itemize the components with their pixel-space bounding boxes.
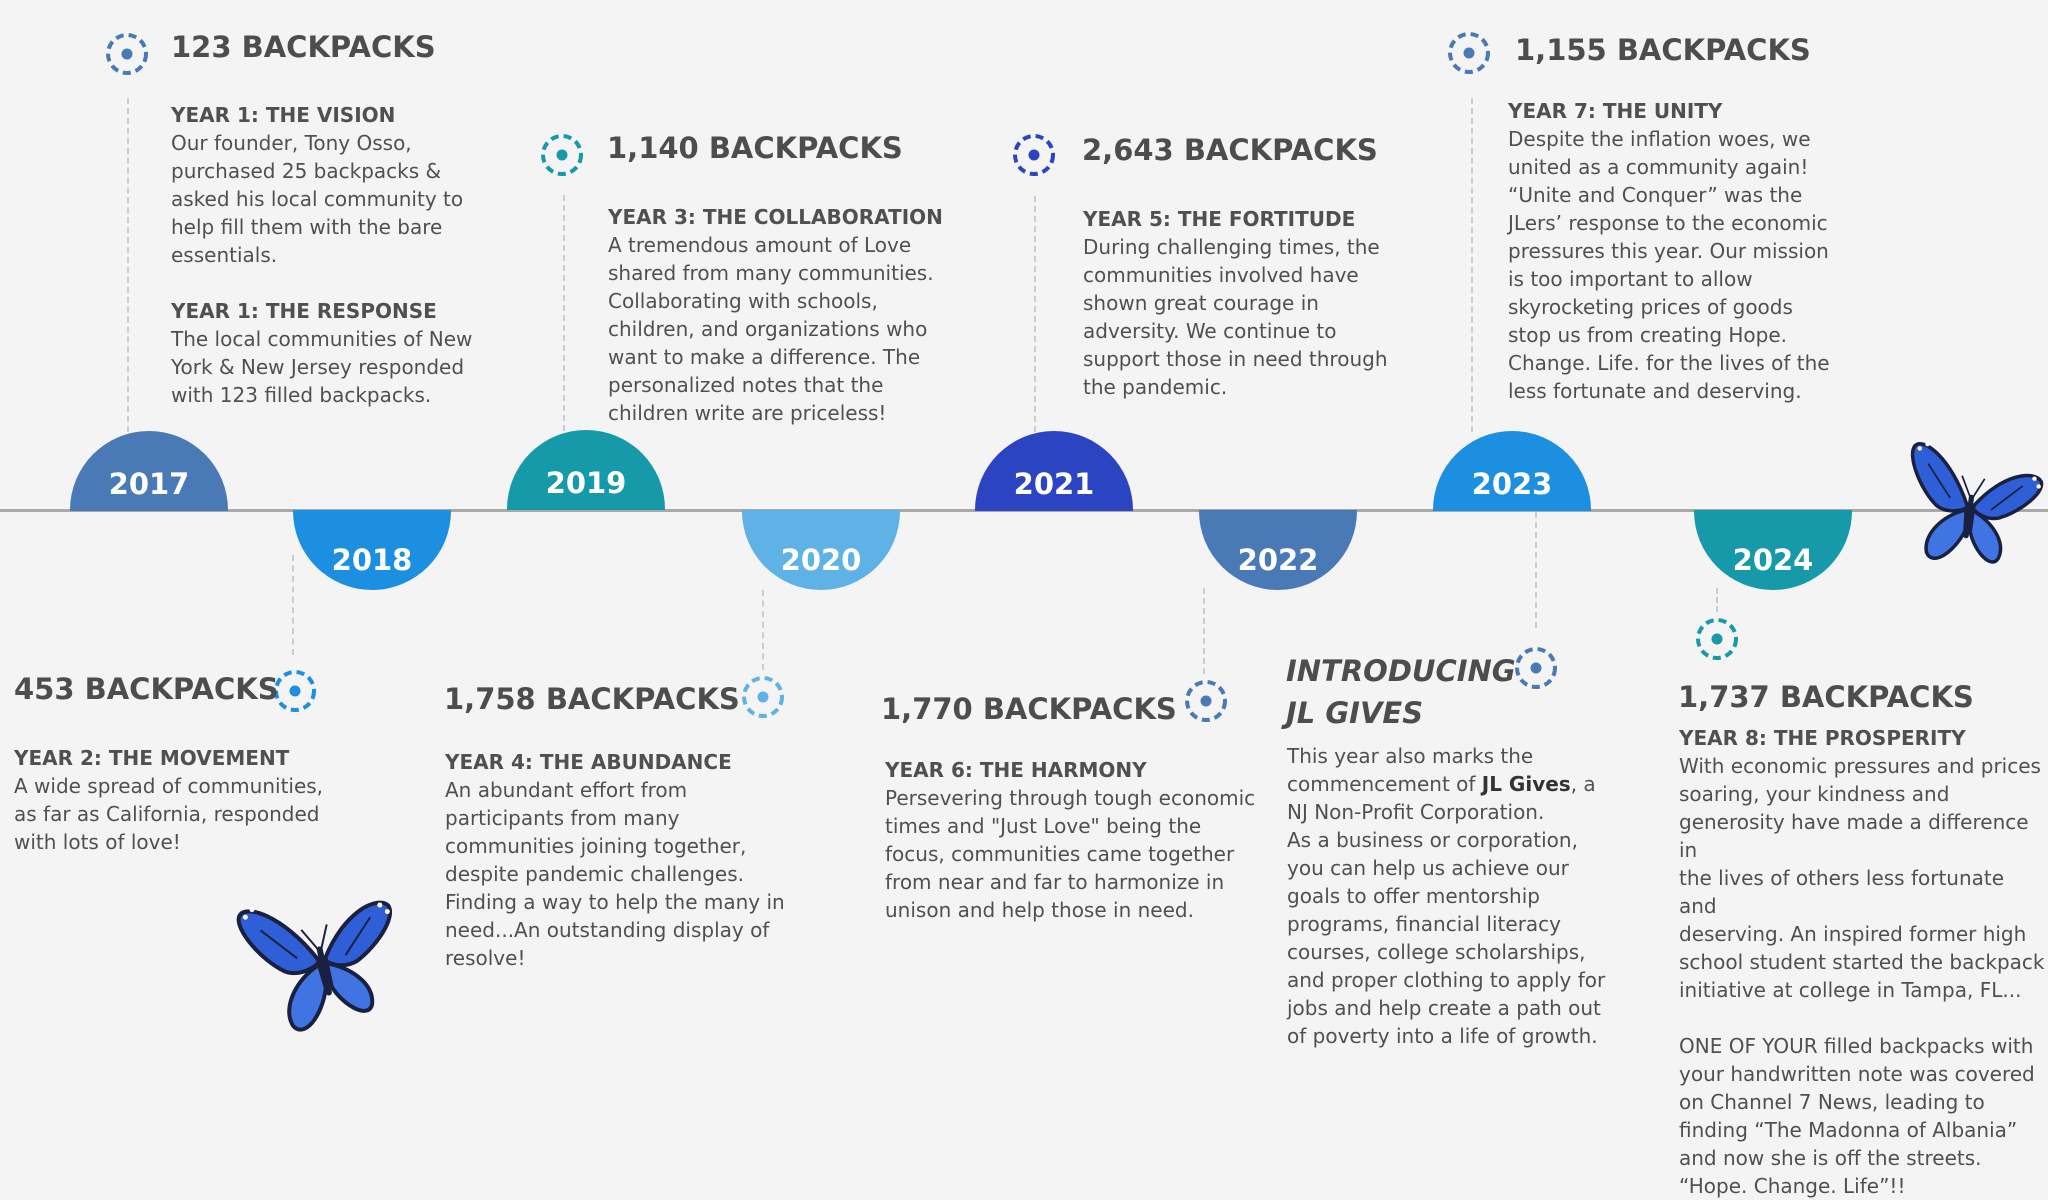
text-line: personalized notes that the (608, 373, 884, 397)
text-line: with 123 filled backpacks. (171, 383, 432, 407)
subtitle-2017-vision: YEAR 1: THE VISION (171, 103, 396, 127)
text-line: pressures this year. Our mission (1508, 239, 1829, 263)
text-line: shown great courage in (1083, 291, 1319, 315)
year-2022-label: 2022 (1237, 543, 1319, 577)
text-line: children write are priceless! (608, 401, 887, 425)
text-jl-gives-line1: This year also marks the (1287, 744, 1534, 768)
text-line: soaring, your kindness and (1679, 782, 1950, 806)
text-line: A wide spread of communities, (14, 774, 324, 798)
text-jl-gives-line2a: commencement of (1287, 772, 1482, 796)
text-2019 (608, 231, 968, 427)
text-line: despite pandemic challenges. (445, 862, 744, 886)
text-line: asked his local community to (171, 187, 464, 211)
text-jl-gives-line2c: , a (1570, 772, 1596, 796)
heading-introducing: INTRODUCING (1286, 654, 1516, 688)
text-line: NJ Non-Profit Corporation. (1287, 800, 1545, 824)
connector-2022 (1203, 588, 1205, 674)
text-2017-response (171, 325, 511, 409)
text-line: want to make a difference. The (608, 345, 921, 369)
text-line: communities involved have (1083, 263, 1359, 287)
target-icon-2024 (1695, 617, 1739, 661)
text-line: ONE OF YOUR filled backpacks with (1679, 1034, 2034, 1058)
text-line: With economic pressures and prices (1679, 754, 2041, 778)
text-line: deserving. An inspired former high (1679, 922, 2027, 946)
connector-2017 (127, 98, 129, 432)
text-line: participants from many (445, 806, 680, 830)
text-line: stop us from creating Hope. (1508, 323, 1788, 347)
text-2018 (14, 772, 354, 856)
heading-2023: 1,155 BACKPACKS (1515, 33, 1811, 67)
text-line: jobs and help create a path out (1287, 996, 1601, 1020)
subtitle-2019: YEAR 3: THE COLLABORATION (608, 205, 943, 229)
text-line: finding “The Madonna of Albania” (1679, 1118, 2018, 1142)
text-line: times and "Just Love" being the (885, 814, 1202, 838)
text-line: resolve! (445, 946, 526, 970)
subtitle-2021: YEAR 5: THE FORTITUDE (1083, 207, 1356, 231)
text-line: An abundant effort from (445, 778, 688, 802)
text-line: A tremendous amount of Love (608, 233, 912, 257)
connector-2019 (563, 195, 565, 431)
target-icon-2020 (741, 675, 785, 719)
text-line: children, and organizations who (608, 317, 928, 341)
target-icon-2021 (1012, 133, 1056, 177)
text-line: with lots of love! (14, 830, 181, 854)
connector-2020 (762, 590, 764, 670)
heading-jl-gives: JL GIVES (1286, 696, 1424, 730)
connector-2024 (1716, 588, 1718, 612)
year-2022-marker (1199, 510, 1357, 590)
text-2023 (1508, 125, 1868, 405)
year-2024-marker (1694, 510, 1852, 590)
text-line: Our founder, Tony Osso, (171, 131, 412, 155)
text-2020 (445, 776, 815, 972)
target-icon-2019 (540, 133, 584, 177)
text-2024-a (1679, 752, 2047, 1004)
text-line: shared from many communities. (608, 261, 934, 285)
entry-2022 (885, 756, 1285, 924)
jl-gives-name: JL Gives (1481, 772, 1571, 796)
entry-2019 (608, 203, 968, 427)
text-2022 (885, 784, 1285, 924)
year-2018-label: 2018 (331, 543, 413, 577)
text-line: JLers’ response to the economic (1508, 211, 1828, 235)
target-icon-2022 (1184, 679, 1228, 723)
text-line: The local communities of New (171, 327, 473, 351)
text-line: and proper clothing to apply for (1287, 968, 1606, 992)
text-line: you can help us achieve our (1287, 856, 1569, 880)
entry-2017 (171, 101, 511, 409)
text-line: initiative at college in Tampa, FL... (1679, 978, 2022, 1002)
text-line: the lives of others less fortunate and (1679, 866, 2005, 918)
text-line: Change. Life. for the lives of the (1508, 351, 1830, 375)
text-2021 (1083, 233, 1423, 401)
text-line: united as a community again! (1508, 155, 1809, 179)
year-2017-marker (70, 431, 228, 511)
target-icon-2023 (1447, 31, 1491, 75)
year-2017-label: 2017 (108, 467, 190, 501)
text-line: need...An outstanding display of (445, 918, 770, 942)
year-2021-label: 2021 (1013, 467, 1095, 501)
year-2023-marker (1433, 431, 1591, 511)
text-line: During challenging times, the (1083, 235, 1380, 259)
text-line: adversity. We continue to (1083, 319, 1337, 343)
heading-introducing-jl-gives (1286, 650, 1526, 734)
text-line: on Channel 7 News, leading to (1679, 1090, 1985, 1114)
subtitle-2024: YEAR 8: THE PROSPERITY (1679, 726, 1966, 750)
text-line: programs, financial literacy (1287, 912, 1562, 936)
text-line: essentials. (171, 243, 278, 267)
text-line: “Hope. Change. Life”!! (1679, 1174, 1906, 1198)
connector-2023-intro (1535, 512, 1537, 628)
connector-2023 (1471, 98, 1473, 432)
text-line: courses, college scholarships, (1287, 940, 1586, 964)
text-line: York & New Jersey responded (171, 355, 465, 379)
text-line: Persevering through tough economic (885, 786, 1256, 810)
text-2017-vision (171, 129, 511, 269)
text-line: less fortunate and deserving. (1508, 379, 1802, 403)
text-line: help fill them with the bare (171, 215, 443, 239)
entry-2020 (445, 748, 815, 972)
text-line: focus, communities came together (885, 842, 1235, 866)
entry-2021 (1083, 205, 1423, 401)
text-line: Finding a way to help the many in (445, 890, 785, 914)
subtitle-2020: YEAR 4: THE ABUNDANCE (445, 750, 732, 774)
heading-2021: 2,643 BACKPACKS (1082, 133, 1378, 167)
text-line: and now she is off the streets. (1679, 1146, 1982, 1170)
text-line: the pandemic. (1083, 375, 1228, 399)
target-icon-2017 (105, 32, 149, 76)
text-line: As a business or corporation, (1287, 828, 1578, 852)
year-2019-marker (507, 430, 665, 510)
text-2024-b (1679, 1032, 2047, 1200)
heading-2018: 453 BACKPACKS (14, 672, 279, 706)
text-line: goals to offer mentorship (1287, 884, 1540, 908)
year-2024-label: 2024 (1732, 543, 1814, 577)
year-2018-marker (293, 510, 451, 590)
year-2019-label: 2019 (545, 466, 627, 500)
subtitle-2022: YEAR 6: THE HARMONY (885, 758, 1147, 782)
text-jl-gives-line2 (1287, 770, 1627, 798)
entry-2023 (1508, 97, 1868, 405)
text-line: is too important to allow (1508, 267, 1753, 291)
entry-2024 (1679, 724, 2047, 1200)
entry-jl-gives (1287, 742, 1627, 1050)
text-line: as far as California, responded (14, 802, 320, 826)
heading-2020: 1,758 BACKPACKS (444, 682, 740, 716)
year-2020-label: 2020 (780, 543, 862, 577)
text-line: purchased 25 backpacks & (171, 159, 442, 183)
connector-2021 (1034, 196, 1036, 432)
heading-2022: 1,770 BACKPACKS (881, 692, 1177, 726)
subtitle-2018: YEAR 2: THE MOVEMENT (14, 746, 290, 770)
text-line: Despite the inflation woes, we (1508, 127, 1811, 151)
text-jl-gives (1287, 798, 1627, 1050)
text-line: skyrocketing prices of goods (1508, 295, 1793, 319)
text-line: your handwritten note was covered (1679, 1062, 2035, 1086)
year-2023-label: 2023 (1471, 467, 1553, 501)
text-line: generosity have made a difference in (1679, 810, 2029, 862)
subtitle-2023: YEAR 7: THE UNITY (1508, 99, 1723, 123)
heading-2019: 1,140 BACKPACKS (607, 131, 903, 165)
butterfly-icon-left (238, 878, 408, 1043)
connector-2018 (292, 555, 294, 655)
year-2021-marker (975, 431, 1133, 511)
butterfly-icon-right (1896, 435, 2046, 580)
heading-2017: 123 BACKPACKS (171, 30, 436, 64)
heading-2024: 1,737 BACKPACKS (1678, 680, 1974, 714)
entry-2018 (14, 744, 354, 856)
text-line: from near and far to harmonize in (885, 870, 1225, 894)
text-line: support those in need through (1083, 347, 1388, 371)
text-line: unison and help those in need. (885, 898, 1194, 922)
text-line: Collaborating with schools, (608, 289, 878, 313)
year-2020-marker (742, 510, 900, 590)
text-line: of poverty into a life of growth. (1287, 1024, 1598, 1048)
text-line: “Unite and Conquer” was the (1508, 183, 1803, 207)
text-line: school student started the backpack (1679, 950, 2045, 974)
text-line: communities joining together, (445, 834, 747, 858)
target-icon-2018 (273, 669, 317, 713)
subtitle-2017-response: YEAR 1: THE RESPONSE (171, 299, 437, 323)
